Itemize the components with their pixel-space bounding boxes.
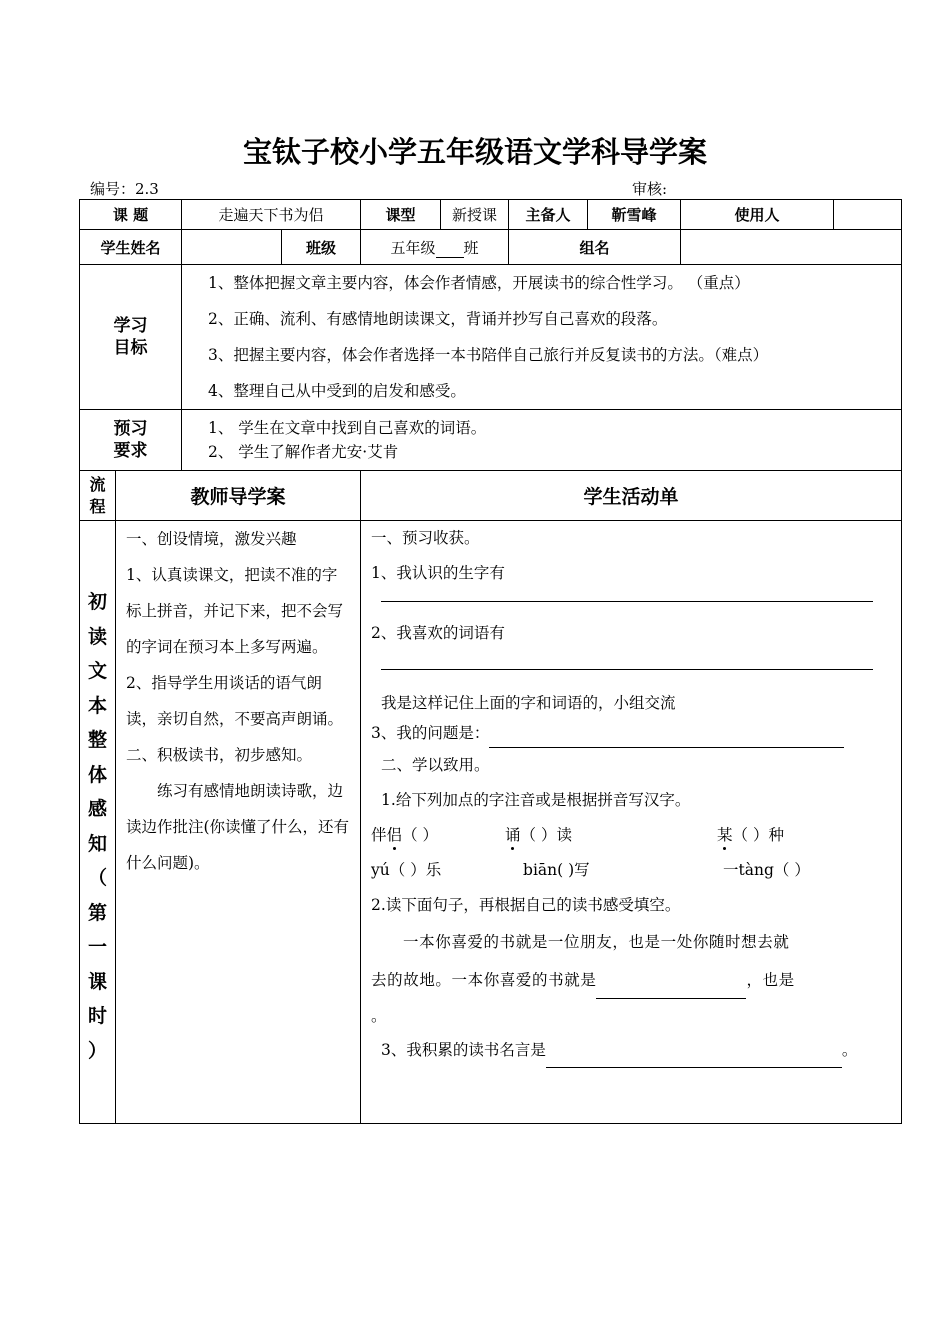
teacher-header: 教师导学案 [116, 471, 361, 521]
pinyin-row: yú（ ）乐 biān( )写 一tàng（ ） [371, 861, 810, 879]
class-label: 班级 [282, 230, 361, 265]
topic-label: 课 题 [80, 200, 182, 230]
type-value: 新授课 [441, 200, 509, 230]
group-value[interactable] [681, 230, 902, 265]
student-line: 2、我喜欢的词语有 [371, 624, 505, 642]
teacher-plan [116, 521, 361, 1124]
lesson-table [79, 199, 902, 1124]
student-line: 。 [371, 1007, 387, 1025]
review-label: 审核: [632, 180, 668, 198]
user-label: 使用人 [681, 200, 834, 230]
student-line: 1.给下列加点的字注音或是根据拼音写汉字。 [381, 791, 691, 809]
preparer-value: 靳雪峰 [588, 200, 681, 230]
goal-item: 4、整理自己从中受到的启发和感受。 [208, 382, 466, 400]
teacher-step: 一、创设情境，激发兴趣 [126, 530, 297, 548]
preview-label: 预习 要求 [80, 410, 182, 471]
preview-list [182, 410, 902, 471]
teacher-step: 1、认真读课文，把读不准的字标上拼音，并记下来，把不会写的字词在预习本上多写两遍。 [126, 566, 344, 656]
teacher-step: 练习有感情地朗读诗歌，边读边作批注(你读懂了什么，还有什么问题)。 [126, 782, 350, 872]
goal-item: 2、正确、流利、有感情地朗读课文，背诵并抄写自己喜欢的段落。 [208, 310, 668, 328]
preview-item: 1、 学生在文章中找到自己喜欢的词语。 [208, 419, 487, 437]
teacher-step: 二、积极读书，初步感知。 [126, 746, 313, 764]
stage-label: 初 读 文 本 整 体 感 知 （ 第 一 课 时 ） [80, 521, 116, 1124]
quote-line: 3、我积累的读书名言是 。 [371, 1033, 895, 1068]
student-header: 学生活动单 [361, 471, 902, 521]
teacher-step: 2、指导学生用谈话的语气朗读，亲切自然，不要高声朗诵。 [126, 674, 344, 728]
book-blank[interactable] [596, 976, 746, 999]
group-label: 组名 [509, 230, 681, 265]
goals-list [182, 265, 902, 410]
fill-line: 去的故地。一本你喜爱的书就是 ，也是 [371, 961, 895, 999]
goal-item: 3、把握主要内容，体会作者选择一本书陪伴自己旅行并反复读书的方法。（难点） [208, 346, 769, 364]
type-label: 课型 [361, 200, 441, 230]
student-line: 2.读下面句子，再根据自己的读书感受填空。 [371, 896, 681, 914]
student-name-value[interactable] [182, 230, 282, 265]
student-line: 我是这样记住上面的字和词语的，小组交流 [381, 694, 676, 712]
goal-item: 1、整体把握文章主要内容，体会作者情感，开展读书的综合性学习。 （重点） [208, 274, 750, 292]
student-activity [361, 521, 902, 1124]
answer-line[interactable] [371, 591, 895, 616]
student-name-label: 学生姓名 [80, 230, 182, 265]
class-value: 五年级 班 [361, 230, 509, 265]
question-blank[interactable] [489, 729, 844, 748]
goals-label: 学习 目标 [80, 265, 182, 410]
quote-blank[interactable] [546, 1049, 842, 1068]
topic-value: 走遍天下书为侣 [182, 200, 361, 230]
answer-line[interactable] [371, 651, 895, 688]
flow-header: 流 程 [80, 471, 116, 521]
student-line: 一、预习收获。 [371, 529, 480, 547]
student-line: 一本你喜爱的书就是一位朋友，也是一处你随时想去就 [403, 933, 790, 951]
student-line: 1、我认识的生字有 [371, 564, 505, 582]
question-line: 3、我的问题是： [371, 718, 895, 748]
doc-code: 编号：2.3 [90, 180, 159, 198]
preview-item: 2、 学生了解作者尤安·艾肯 [208, 443, 399, 461]
pinyin-row: 伴侣（ ） 诵（ ）读 某（ ）种 [371, 826, 784, 844]
student-line: 二、学以致用。 [381, 756, 490, 774]
user-value[interactable] [834, 200, 902, 230]
page-title: 宝钛子校小学五年级语文学科导学案 [242, 135, 707, 169]
preparer-label: 主备人 [509, 200, 588, 230]
